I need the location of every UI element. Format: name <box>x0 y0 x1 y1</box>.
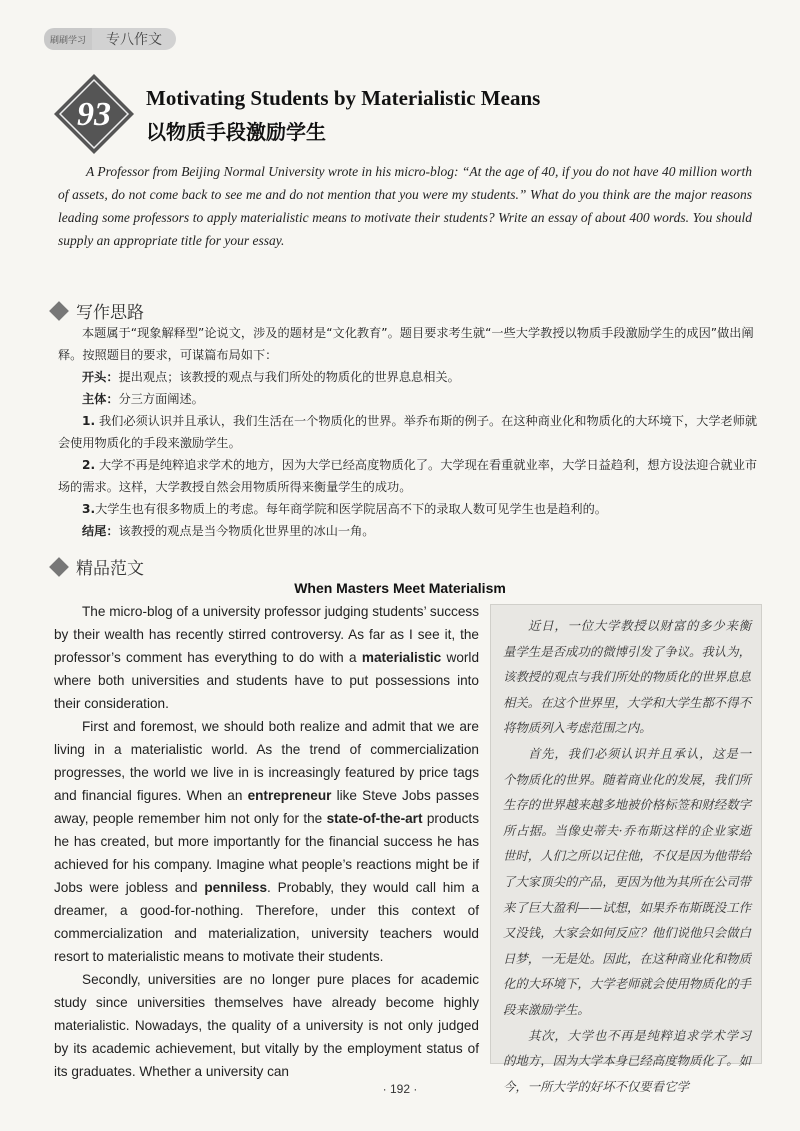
header-tab <box>44 28 176 50</box>
section-heading-writing-approach <box>48 298 144 323</box>
diamond-icon <box>49 301 69 321</box>
essay-paragraph-2: First and foremost, we should both realize and admit that we are living in a materialistic world. As the trend of commercialization progresses, the world we live in is increasingly featured by price tags and financial figures. When an entrepreneur like Steve Jobs passes away, people remember him not only for the state-of-the-art products he has created, but more importantly for the financial success he has achieved for his company. Imagine what people’s reactions might be if Jobs were jobless and penniless. Probably, they would call him a dreamer, a good-for-nothing. Therefore, under this context of commercialization and materialization, university teachers would resort to materialistic means to motivate their students. <box>54 719 479 964</box>
translation-box <box>490 604 762 1094</box>
page-title-cn: 以物质手段激励学生 <box>146 120 326 144</box>
approach-body: 主体：分三方面阐述。 <box>82 392 204 406</box>
essay-body <box>54 600 479 1083</box>
translation-paragraph-1: 近日，一位大学教授以财富的多少来衡量学生是否成功的微博引发了争议。我认为，该教授的观点与我们所处的物质化的世界息息相关。在这个世界里，大学和大学生都不得不将物质列入考虑范围之内。 <box>503 618 751 736</box>
approach-closing: 结尾：该教授的观点是当今物质化世界里的冰山一角。 <box>82 524 375 538</box>
diamond-icon <box>49 557 69 577</box>
section-heading-text: 精品范文 <box>76 559 144 579</box>
translation-paragraph-2: 首先，我们必须认识并且承认，这是一个物质化的世界。随着商业化的发展，我们所生存的世界越来越多地被价格标签和财经数字所占据。当像史蒂夫·乔布斯这样的企业家逝世时，人们之所以记住他，不仅是因为他带给了大家顶尖的产品，更因为他为其所在公司带来了巨大盈利——试想，如果乔布斯既没工作又没钱，大家会如何反应？他们说他只会做白日梦，一无是处。因此，在这种商业化和物质化的大环境下，大学老师就会使用物质化的手段来激励学生。 <box>503 745 751 1017</box>
page-title: Motivating Students by Materialistic Means <box>146 86 541 110</box>
topic-number-badge <box>52 72 136 156</box>
writing-approach <box>58 322 758 542</box>
page-number: · 192 · <box>382 1082 418 1096</box>
essay-title: When Masters Meet Materialism <box>294 580 506 596</box>
approach-opening: 开头：提出观点；该教授的观点与我们所处的物质化的世界息息相关。 <box>82 370 460 384</box>
approach-point-1: 1. 我们必须认识并且承认，我们生活在一个物质化的世界。举乔布斯的例子。在这种商业化和物质化的大环境下，大学老师就会使用物质化的手段来激励学生。 <box>58 414 758 450</box>
section-heading-text: 写作思路 <box>76 303 144 323</box>
badge-number: 93 <box>77 96 111 133</box>
essay-paragraph-1: The micro-blog of a university professor judging students’ success by their wealth has recently stirred controversy. As far as I see it, the professor’s comment has everything to do with a materialistic world where both universities and students have to put possessions into their consideration. <box>54 604 480 711</box>
essay-paragraph-3: Secondly, universities are no longer pure places for academic study since universities themselves have already become highly materialistic. Nowadays, the quality of a university is not only judged by its academic achievement, but vitally by the employment status of its graduates. Whether a university can <box>54 972 479 1079</box>
section-heading-model-essay <box>48 554 144 579</box>
header-label: 专八作文 <box>92 28 176 50</box>
approach-point-3: 3.大学生也有很多物质上的考虑。每年商学院和医学院居高不下的录取人数可见学生也是趋利的。 <box>82 502 607 516</box>
approach-intro: 本题属于“现象解释型”论说文，涉及的题材是“文化教育”。题目要求考生就“一些大学教授以物质手段激励学生的成因”做出阐释。按照题目的要求，可谋篇布局如下： <box>58 326 754 362</box>
essay-prompt: A Professor from Beijing Normal University wrote in his micro-blog: “At the age of 40, if you do not have 40 million worth of assets, do not come back to see me and do not mention that you were my students.” What do you think are the major reasons leading some professors to apply materialistic means to motivate their students? Write an essay of about 400 words. You should supply an appropriate title for your essay. <box>58 164 752 248</box>
logo: 刷刷学习 <box>44 28 92 50</box>
translation-paragraph-3: 其次，大学也不再是纯粹追求学术学习的地方，因为大学本身已经高度物质化了。如今，一所大学的好坏不仅要看它学 <box>503 1027 751 1094</box>
approach-point-2: 2. 大学不再是纯粹追求学术的地方，因为大学已经高度物质化了。大学现在看重就业率，大学日益趋利，想方设法迎合就业市场的需求。这样，大学教授自然会用物质所得来衡量学生的成功。 <box>58 458 758 494</box>
